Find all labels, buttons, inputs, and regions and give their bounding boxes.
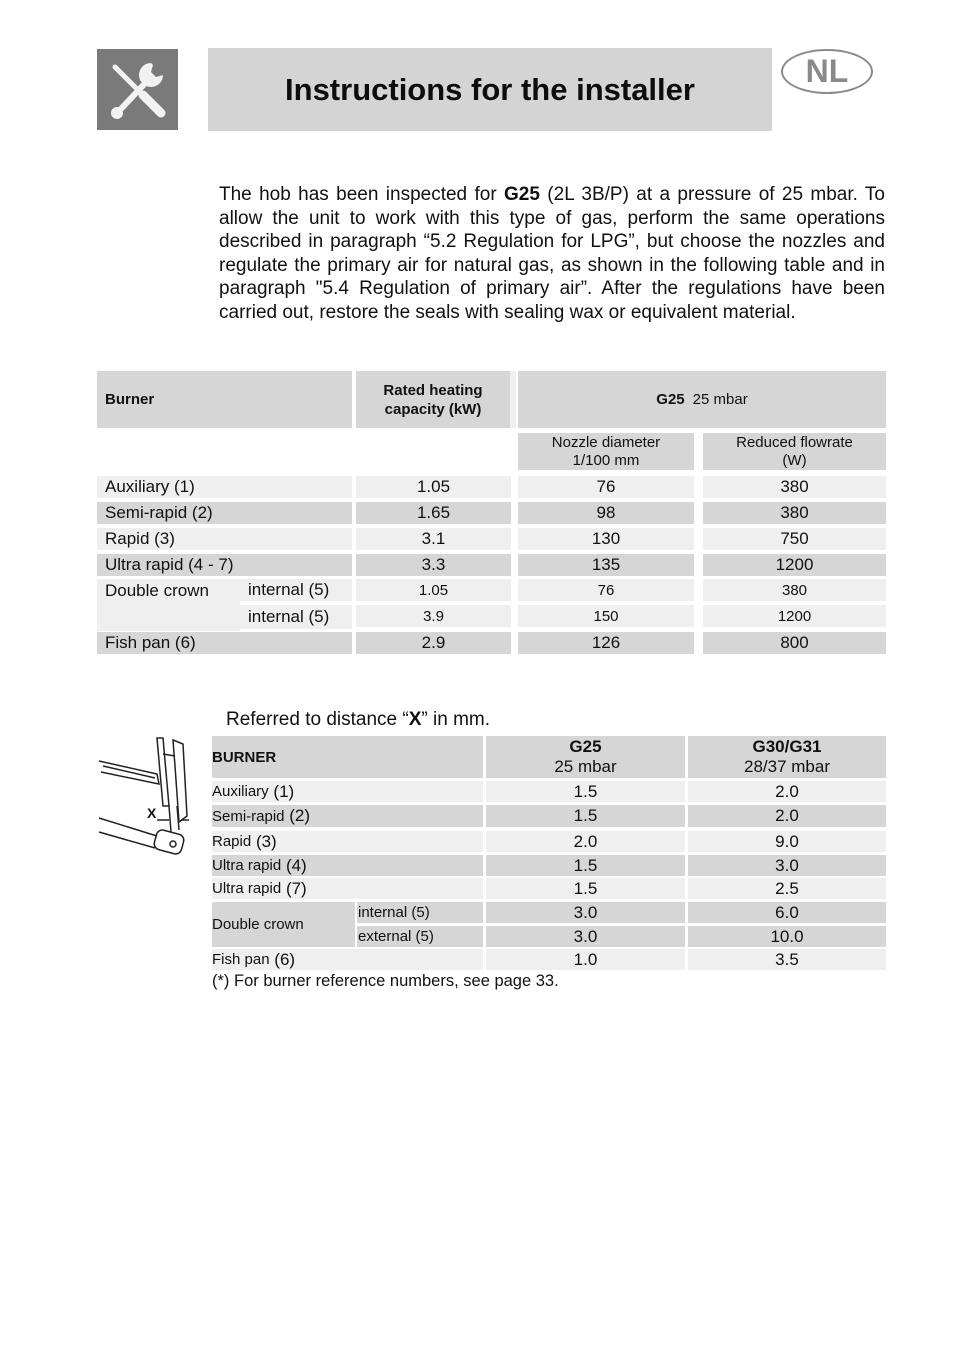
nozzle-distance-diagram [97,736,189,862]
header-g30-pressure: 28/37 mbar [744,757,830,776]
row-burner: Semi-rapid (2) [97,502,352,524]
footnote: (*) For burner reference numbers, see page 33. [212,972,559,990]
row-g25: 1.5 [486,878,685,899]
row-g30: 9.0 [688,831,886,852]
row-g25: 1.5 [486,855,685,876]
row-reduced: 380 [703,502,886,524]
burner-name: Semi-rapid [212,807,285,825]
row-nozzle: 135 [518,554,694,576]
row-nozzle: 150 [518,605,694,627]
row-reduced: 1200 [703,554,886,576]
header-rated-capacity-label: Rated heating capacity (kW) [383,381,483,418]
intro-gas-name: G25 [504,184,540,205]
header-g25-pressure: 25 mbar [554,757,617,776]
header-divider [510,371,516,428]
row-rated: 3.1 [356,528,511,550]
row-nozzle: 98 [518,502,694,524]
header-rated-capacity [356,371,510,428]
row-burner: Fish pan (6) [97,632,352,654]
row-nozzle: 126 [518,632,694,654]
intro-text-post: (2L 3B/P) at a pressure of 25 mbar. To allow the unit to work with this type of gas, perform the same operations described in paragraph “5.2 Regulation for LPG”, but choose the nozzles and regulate the primary air for natural gas, as shown in the following table and in paragraph "5.4 Regulation of primary air”. After the regulations have been carried out, restore the seals with sealing wax or equivalent material. [219,184,885,323]
ref-text-post: ” in mm. [421,709,490,730]
header-reduced-label: Reduced flowrate (W) [736,433,853,469]
row-burner: Ultra rapid (4 - 7) [97,554,352,576]
header-burner: Burner [97,371,352,428]
row-burner [212,855,483,876]
row-g25: 1.5 [486,805,685,827]
row-burner [212,781,483,802]
burner-number: (6) [274,949,296,969]
burner-number: (7) [285,878,307,898]
header-gas-name: G25 [656,391,685,408]
intro-text-pre: The hob has been inspected for [219,184,505,205]
row-g25: 3.0 [486,926,685,947]
burner-name: Fish pan [212,951,270,968]
row-burner [212,878,483,899]
row-burner [212,949,483,970]
header-burner: BURNER [212,736,483,778]
header-g25 [486,736,685,778]
row-sub: external (5) [357,926,483,947]
header-gas [518,371,886,428]
header-g30-g31 [688,736,886,778]
row-rated: 1.05 [356,476,511,498]
row-reduced: 380 [703,579,886,601]
row-g30: 3.5 [688,949,886,970]
burner-name: Auxiliary [212,783,269,800]
row-g25: 3.0 [486,902,685,923]
language-badge: NL [781,49,873,94]
row-rated: 3.9 [356,605,511,627]
row-nozzle: 76 [518,476,694,498]
row-burner [212,805,483,827]
distance-reference-line [226,709,490,731]
row-reduced: 800 [703,632,886,654]
row-g30: 2.0 [688,805,886,827]
row-rated: 1.65 [356,502,511,524]
row-g30: 2.5 [688,878,886,899]
row-burner: Auxiliary (1) [97,476,352,498]
burner-number: (3) [255,831,277,851]
diagram-x-label: X [147,805,157,821]
row-reduced: 380 [703,476,886,498]
row-nozzle: 76 [518,579,694,601]
row-rated: 3.3 [356,554,511,576]
row-burner-double-crown: Double crown [212,902,355,947]
header-reduced-flowrate [703,433,886,470]
header-nozzle-diameter [518,433,694,470]
burner-number: (1) [273,781,295,801]
burner-number: (2) [289,806,311,825]
row-g30: 10.0 [688,926,886,947]
row-sub: internal (5) [357,902,483,923]
row-g25: 1.5 [486,781,685,802]
row-g30: 3.0 [688,855,886,876]
row-g30: 6.0 [688,902,886,923]
row-burner: Rapid (3) [97,528,352,550]
ref-x-label: X [408,709,422,730]
row-sub: internal (5) [240,605,352,629]
row-g25: 2.0 [486,831,685,852]
header-nozzle-label: Nozzle diameter 1/100 mm [551,433,661,469]
row-sub: internal (5) [240,579,352,601]
header-g25-name: G25 [569,737,602,756]
row-reduced: 750 [703,528,886,550]
intro-paragraph [219,183,885,325]
burner-number: (4) [285,855,307,875]
title-banner [208,48,772,131]
burner-name: Ultra rapid [212,857,282,874]
row-rated: 2.9 [356,632,511,654]
burner-name: Ultra rapid [212,880,282,897]
row-g30: 2.0 [688,781,886,802]
row-rated: 1.05 [356,579,511,601]
tools-icon [97,49,178,130]
header-g30-name: G30/G31 [752,737,822,756]
header-gas-pressure: 25 mbar [692,391,748,408]
page-title: Instructions for the installer [285,71,695,107]
row-reduced: 1200 [703,605,886,627]
row-burner [212,831,483,852]
row-g25: 1.0 [486,949,685,970]
row-nozzle: 130 [518,528,694,550]
row-burner-double-crown: Double crown [97,579,240,631]
ref-text-pre: Referred to distance “ [226,709,409,730]
burner-name: Rapid [212,833,252,850]
